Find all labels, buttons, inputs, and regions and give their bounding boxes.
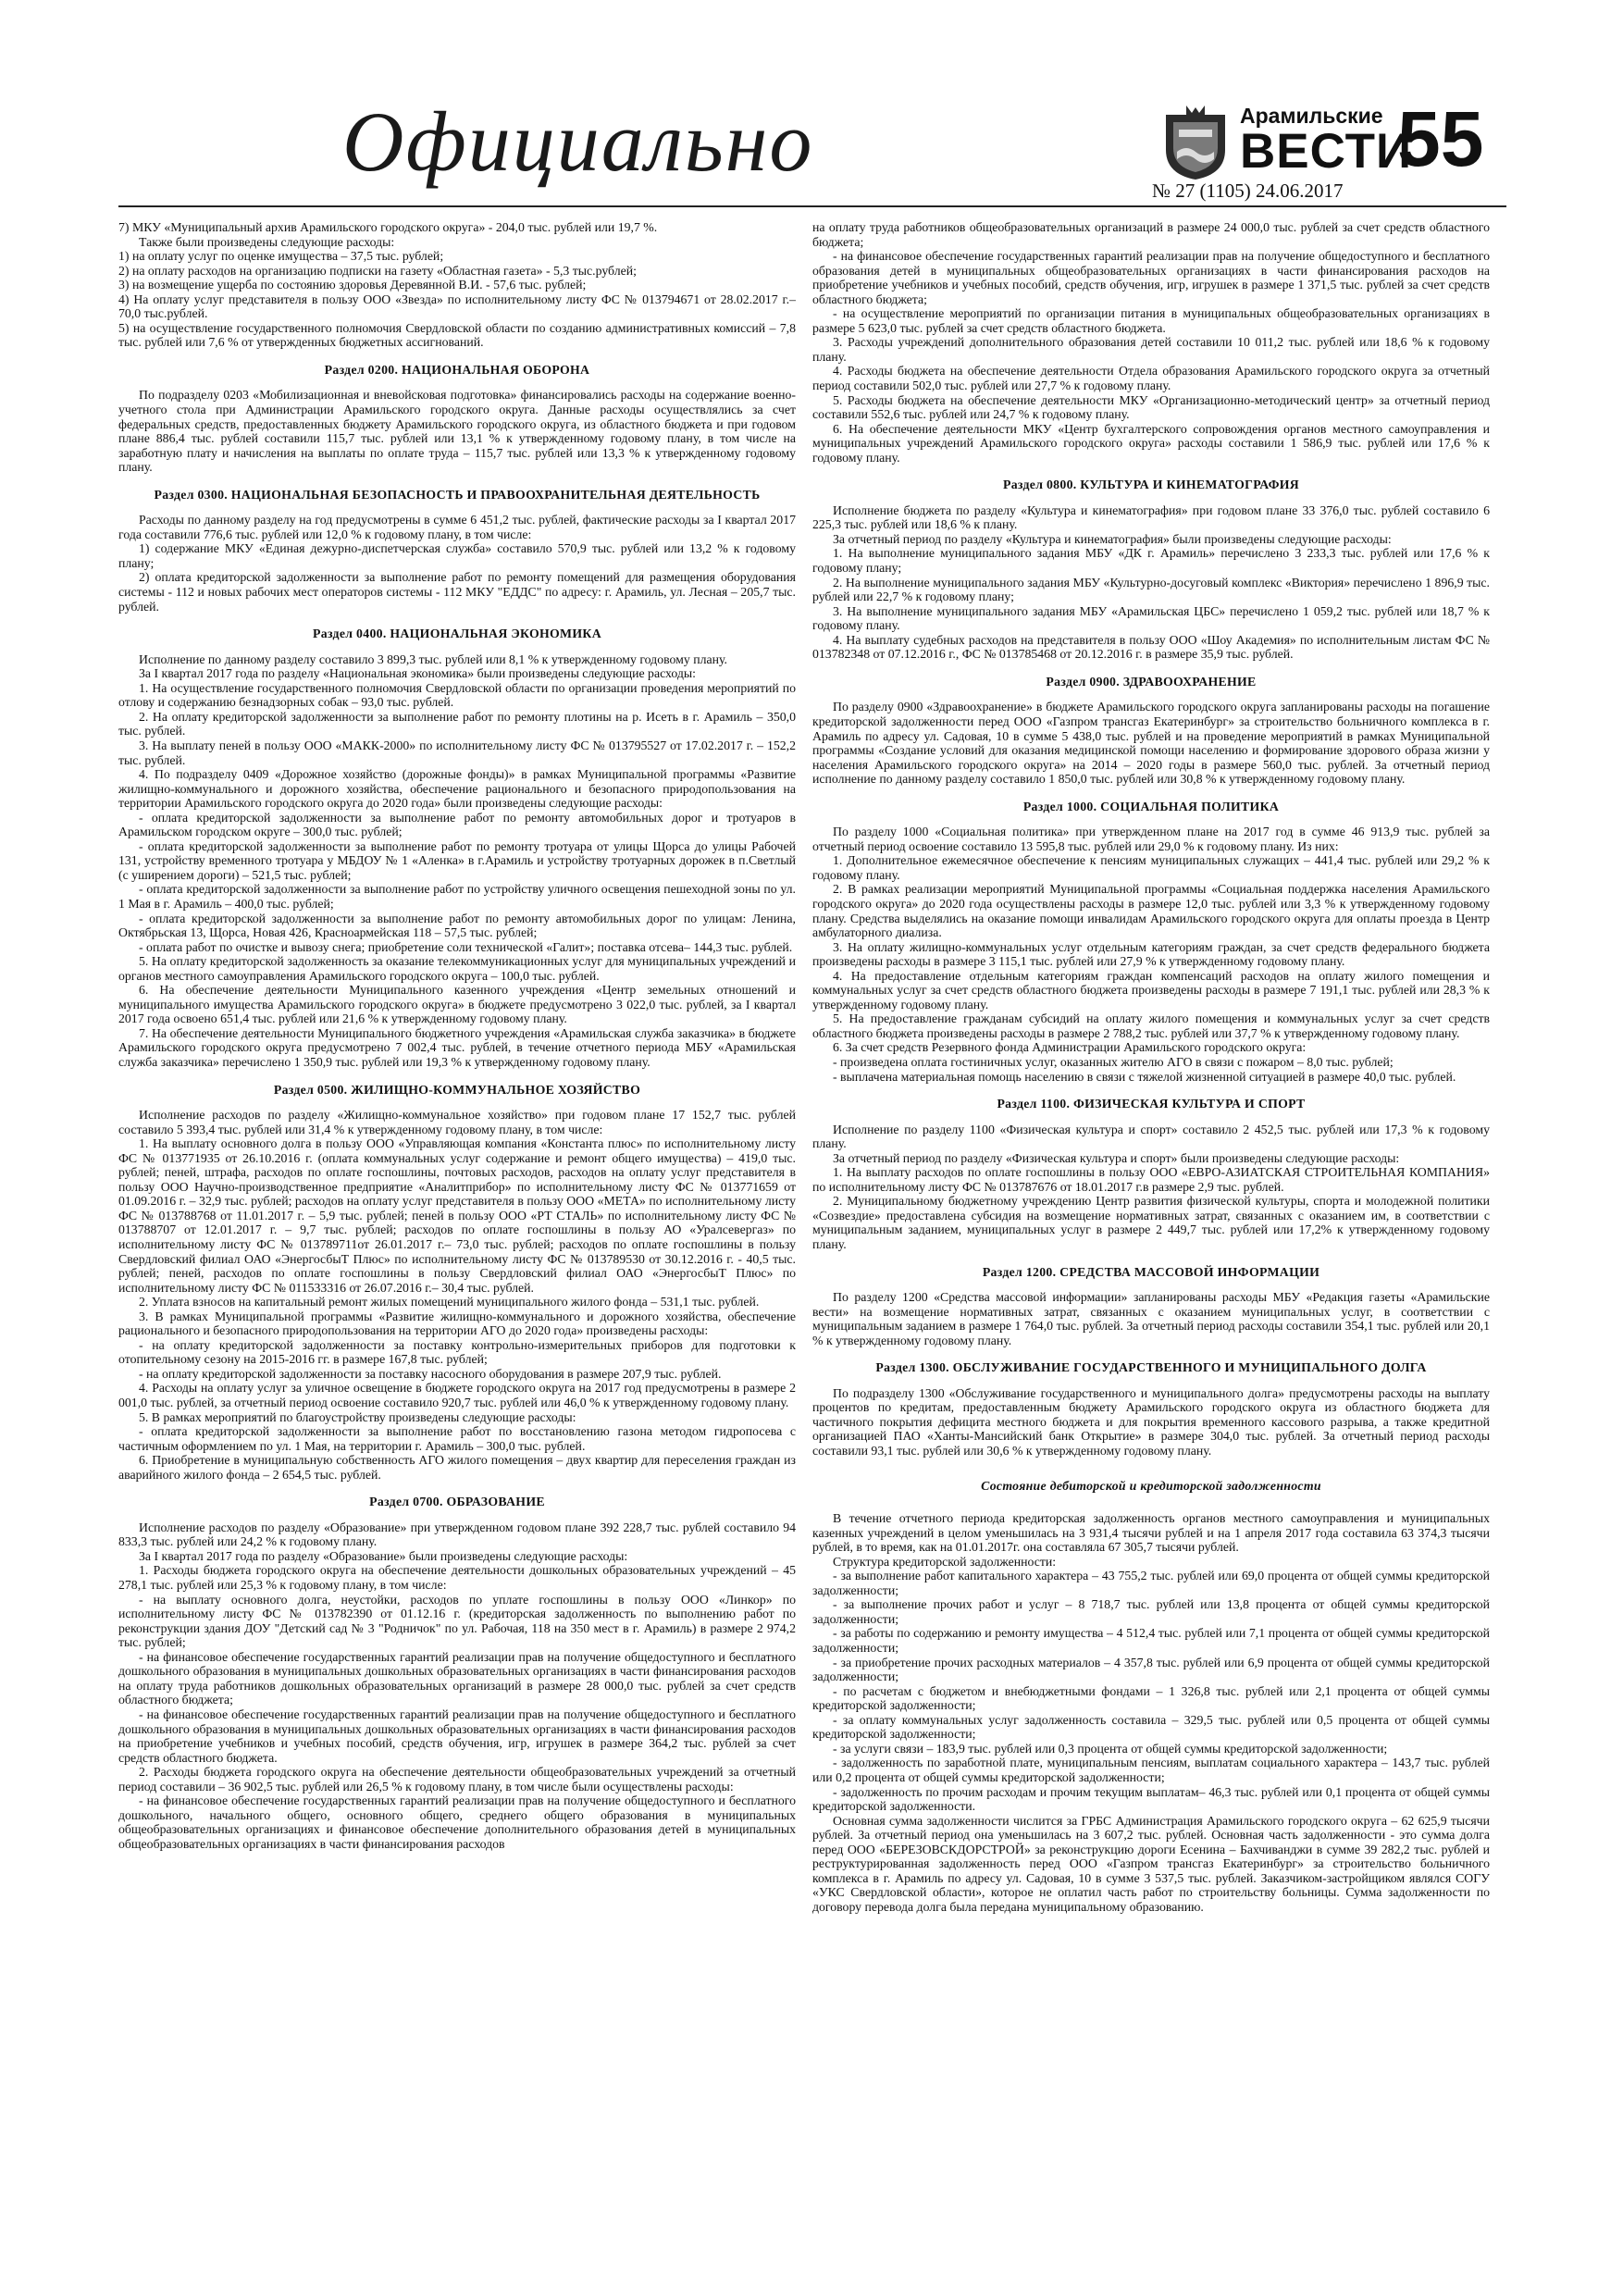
body-paragraph: 6. На обеспечение деятельности МКУ «Центр бухгалтерского сопровождения органов местного самоуправления и муниципальных учреждений Арамильского городского округа» расходы составили 1 586,9 тыс. рублей или 17,6 % к годовому плану. bbox=[812, 421, 1490, 465]
body-paragraph: 1. Расходы бюджета городского округа на обеспечение деятельности дошкольных образовательных учреждений – 45 278,1 тыс. рублей или 25,3 % к годовому плану, в том числе: bbox=[118, 1563, 796, 1593]
body-paragraph: - на финансовое обеспечение государственных гарантий реализации прав на получение общедоступного и бесплатного дошкольного, начального общего, основного общего, среднего общего образования в муниципальных общеобразовательных организациях и финансовое обеспечение дополнительного образования детей в муниципальных общеобразовательных организациях в части финансирования расходов bbox=[118, 1793, 796, 1851]
body-paragraph: 2. На выполнение муниципального задания МБУ «Культурно-досуговый комплекс «Виктория» перечислено 1 896,9 тыс. рублей или 22,7 % к годовому плану; bbox=[812, 575, 1490, 604]
body-paragraph: 1) на оплату услуг по оценке имущества – 37,5 тыс. рублей; bbox=[118, 249, 444, 264]
body-paragraph: 6. За счет средств Резервного фонда Администрации Арамильского городского округа: bbox=[833, 1040, 1307, 1055]
section-heading: Раздел 1200. СРЕДСТВА МАССОВОЙ ИНФОРМАЦИИ bbox=[982, 1264, 1320, 1279]
section-heading: Раздел 0800. КУЛЬТУРА И КИНЕМАТОГРАФИЯ bbox=[1002, 478, 1300, 492]
body-paragraph: 4) На оплату услуг представителя в пользу ООО «Звезда» по исполнительному листу ФС № 013794671 от 28.02.2017 г.– 70,0 тыс.рублей. bbox=[118, 292, 796, 321]
page-number: 55 bbox=[1397, 95, 1484, 182]
section-heading: Раздел 1100. ФИЗИЧЕСКАЯ КУЛЬТУРА И СПОРТ bbox=[997, 1097, 1306, 1111]
section-heading: Раздел 0200. НАЦИОНАЛЬНАЯ ОБОРОНА bbox=[324, 362, 590, 377]
body-paragraph: 2. Расходы бюджета городского округа на обеспечение деятельности общеобразовательных учреждений за отчетный период составили – 36 902,5 тыс. рублей или 26,5 % к годовому плану, в том числе были осуществлены расходы: bbox=[118, 1765, 796, 1793]
body-paragraph: По подразделу 1300 «Обслуживание государственного и муниципального долга» предусмотрены расходы на выплату процентов по кредитам, предоставленным бюджету Арамильского городского округа из областного бюджета для частичного покрытия дефицита местного бюджета и для покрытия временного кассового разрыва, а также кредитной организацией ПАО «Ханты-Мансийский банк Открытие» в размере 304,0 тыс. рублей. За отчетный период расходы составили 93,1 тыс. рублей или 30,6 % к утвержденному годовому плану. bbox=[812, 1385, 1490, 1458]
body-paragraph: Расходы по данному разделу на год предусмотрены в сумме 6 451,2 тыс. рублей, фактические расходы за I квартал 2017 года составили 776,6 тыс. рублей или 12,0 % к годовому плану, в том числе: bbox=[118, 513, 796, 541]
section-heading: Раздел 0400. НАЦИОНАЛЬНАЯ ЭКОНОМИКА bbox=[313, 627, 601, 641]
body-paragraph: - задолженность по прочим расходам и прочим текущим выплатам– 46,3 тыс. рублей или 0,1 процента от общей суммы кредиторской задолженности. bbox=[812, 1784, 1490, 1814]
body-paragraph: - за услуги связи – 183,9 тыс. рублей или 0,3 процента от общей суммы кредиторской задолженности; bbox=[833, 1741, 1388, 1756]
body-paragraph: Структура кредиторской задолженности: bbox=[833, 1554, 1057, 1569]
section-heading: Раздел 0900. ЗДРАВООХРАНЕНИЕ bbox=[1046, 674, 1257, 689]
section-heading: Раздел 0300. НАЦИОНАЛЬНАЯ БЕЗОПАСНОСТЬ И ПРАВООХРАНИТЕЛЬНАЯ ДЕЯТЕЛЬНОСТЬ bbox=[154, 487, 761, 502]
body-paragraph: - на оплату кредиторской задолженности за поставку контрольно-измерительных приборов для подготовки к отопительному сезону на 2015-2016 гг. в размере 167,8 тыс. рублей; bbox=[118, 1337, 796, 1367]
body-paragraph: 5. Расходы бюджета на обеспечение деятельности МКУ «Организационно-методический центр» за отчетный период составили 552,6 тыс. рублей или 24,7 % к годовому плану. bbox=[812, 392, 1490, 422]
body-paragraph: По разделу 0900 «Здравоохранение» в бюджете Арамильского городского округа запланированы расходы на погашение кредиторской задолженности перед ООО «Газпром трансгаз Екатеринбург» за строительство больничного комплекса в г. Арамиль по адресу ул. Садовая, 10 в сумме 5 438,0 тыс. рублей и на проведение мероприятий в рамках Муниципальной программы «Создание условий для оказания медицинской помощи населению и формирование здорового образа жизни у населения Арамильского городского округа» на 2014 – 2020 годы в размере 560,0 тыс. рублей. За отчетный период исполнение по данному разделу составило 1 850,0 тыс. рублей или 30,8 % к утвержденному годовому плану. bbox=[812, 700, 1490, 787]
body-paragraph: 1. На выплату основного долга в пользу ООО «Управляющая компания «Константа плюс» по исполнительному листу ФС № 013771935 от 26.10.2016 г. (оплата коммунальных услуг содержание и ремонт общего имущества) – 419,0 тыс. рублей; пеней, штрафа, расходов по оплате госпошлины, почтовых расходов, расходов на оплату услуг представителя в пользу ООО Научно-производственное предприятие «Аналитприбор» по исполнительному листу ФС № 013771659 от 01.09.2016 г. – 32,9 тыс. рублей; расходов на оплату услуг представителя в пользу ООО «МЕТА» по исполнительному листу ФС № 013788768 от 11.01.2017 г. – 5,9 тыс. рублей; пеней в пользу ООО «РТ СТАЛЬ» по исполнительному листу ФС № 013788707 от 12.01.2017 г. – 9,7 тыс. рублей; расходов по оплате госпошлины в пользу АО «Уралсевергаз» по исполнительному листу ФС № 013789711от 26.01.2017 г.– 73,0 тыс. рублей; расходов по оплате госпошлины в пользу Свердловский филиал ОАО «ЭнергосбыТ Плюс» по исполнительному листу ФС № 013789530 от 30.12.2016 г. - 40,5 тыс. рублей; пеней, расходов по оплате госпошлины в пользу Свердловский филиал ОАО «ЭнергосбыТ Плюс» по исполнительному листу ФС № 011533316 от 26.07.2016 г.– 30,4 тыс. рублей. bbox=[118, 1136, 796, 1295]
coat-of-arms-logo bbox=[1158, 104, 1233, 181]
body-paragraph: - оплата кредиторской задолженности за выполнение работ по восстановлению газона методом гидропосева с частичным оформлением по ул. 1 Мая, на территории г. Арамиль – 300,0 тыс. рублей. bbox=[118, 1424, 796, 1453]
body-paragraph: - на финансовое обеспечение государственных гарантий реализации прав на получение общедоступного и бесплатного образования детей в муниципальных общеобразовательных организациях в части финансирования расходов на приобретение учебников и учебных пособий, средств обучения, игр, игрушек в размере 1 371,5 тыс. рублей за счет средств областного бюджета; bbox=[812, 249, 1490, 306]
section-heading: Раздел 0500. ЖИЛИЩНО-КОММУНАЛЬНОЕ ХОЗЯЙСТВО bbox=[273, 1082, 641, 1097]
body-paragraph: Исполнение расходов по разделу «Жилищно-коммунальное хозяйство» при годовом плане 17 152,7 тыс. рублей составило 5 393,4 тыс. рублей или 31,4 % к утвержденному годовому плану, в том числе: bbox=[118, 1108, 796, 1136]
issue-info: № 27 (1105) 24.06.2017 bbox=[1152, 180, 1344, 202]
right-column bbox=[812, 220, 1490, 2256]
body-paragraph: на оплату труда работников общеобразовательных организаций в размере 24 000,0 тыс. рублей за счет средств областного бюджета; bbox=[812, 220, 1490, 249]
body-paragraph: 2. На оплату кредиторской задолженности за выполнение работ по ремонту плотины на р. Исеть в г. Арамиль – 350,0 тыс. рублей. bbox=[118, 709, 796, 738]
page-header bbox=[0, 0, 1623, 213]
body-paragraph: За I квартал 2017 года по разделу «Национальная экономика» были произведены следующие расходы: bbox=[139, 666, 697, 681]
body-paragraph: По подразделу 0203 «Мобилизационная и вневойсковая подготовка» финансировались расходы на содержание военно-учетного стола при Администрации Арамильского городского округа. Данные расходы осуществлялись за счет федеральных средств, предоставленных бюджету Арамильского городского округа, из областного бюджета и при годовом плане 886,4 тыс. рублей составили 115,7 тыс. рублей или 13,1 % к утвержденному годовому плану, в том числе на заработную плату и начисления на выплаты по оплате труда – 115,7 тыс. рублей или 13,3 % к утвержденному годовому плану. bbox=[118, 388, 796, 475]
body-paragraph: 2. Уплата взносов на капитальный ремонт жилых помещений муниципального жилого фонда – 531,1 тыс. рублей. bbox=[139, 1295, 760, 1309]
body-paragraph: За отчетный период по разделу «Культура и кинематография» были произведены следующие расходы: bbox=[833, 531, 1392, 546]
newspaper-brand bbox=[1240, 104, 1413, 179]
body-paragraph: - за работы по содержанию и ремонту имущества – 4 512,4 тыс. рублей или 7,1 процента от общей суммы кредиторской задолженности; bbox=[812, 1626, 1490, 1656]
body-paragraph: - оплата кредиторской задолженности за выполнение работ по ремонту автомобильных дорог по улицам: Ленина, Октябрьская 13, Щорса, Новая 426, Красноармейская 118 – 57,5 тыс. рублей; bbox=[118, 911, 796, 940]
section-heading: Раздел 1300. ОБСЛУЖИВАНИЕ ГОСУДАРСТВЕННОГО И МУНИЦИПАЛЬНОГО ДОЛГА bbox=[875, 1360, 1427, 1375]
body-paragraph: За отчетный период по разделу «Физическая культура и спорт» были произведены следующие расходы: bbox=[833, 1150, 1400, 1165]
body-paragraph: - выплачена материальная помощь населению в связи с тяжелой жизненной ситуацией в размере 40,0 тыс. рублей. bbox=[833, 1069, 1456, 1084]
body-paragraph: - оплата кредиторской задолженности за выполнение работ по ремонту тротуара от улицы Щорса до улицы Рабочей 131, устройству временного тротуара у МБДОУ № 1 «Аленка» в г.Арамиль и устройству тротуарных дорожек в п.Светлый (с уширением дороги) – 521,5 тыс. рублей; bbox=[118, 838, 796, 882]
body-paragraph: - задолженность по заработной плате, муниципальным пенсиям, выплатам социального характера – 143,7 тыс. рублей или 0,2 процента от общей суммы кредиторской задолженности; bbox=[812, 1756, 1490, 1784]
body-paragraph: - за выполнение прочих работ и услуг – 8 718,7 тыс. рублей или 13,8 процента от общей суммы кредиторской задолженности; bbox=[812, 1597, 1490, 1626]
body-paragraph: - за приобретение прочих расходных материалов – 4 357,8 тыс. рублей или 6,9 процента от общей суммы кредиторской задолженности; bbox=[812, 1655, 1490, 1684]
section-heading: Состояние дебиторской и кредиторской задолженности bbox=[981, 1478, 1321, 1493]
body-paragraph: 7. На обеспечение деятельности Муниципального бюджетного учреждения «Арамильская служба заказчика» в бюджете Арамильского городского округа предусмотрено 7 002,4 тыс. рублей, в течение отчетного периода МБУ «Арамильская служба заказчика» перечислено 1 350,9 тыс. рублей или 19,3 % к утвержденному годовому плану. bbox=[118, 1025, 796, 1069]
body-paragraph: - за выполнение работ капитального характера – 43 755,2 тыс. рублей или 69,0 процента от общей суммы кредиторской задолженности; bbox=[812, 1569, 1490, 1597]
body-paragraph: 3. На выполнение муниципального задания МБУ «Арамильская ЦБС» перечислено 1 059,2 тыс. рублей или 18,7 % к годовому плану. bbox=[812, 603, 1490, 633]
body-paragraph: 7) МКУ «Муниципальный архив Арамильского городского округа» - 204,0 тыс. рублей или 19,7 %. bbox=[118, 220, 658, 234]
body-paragraph: По разделу 1000 «Социальная политика» при утвержденном плане на 2017 год в сумме 46 913,9 тыс. рублей за отчетный период освоение составило 13 595,8 тыс. рублей или 29,0 % к годовому плану. Из них: bbox=[812, 825, 1490, 853]
body-paragraph: - на финансовое обеспечение государственных гарантий реализации прав на получение общедоступного и бесплатного дошкольного образования в муниципальных дошкольных образовательных организациях в части финансирования расходов на оплату труда работников дошкольных образовательных организаций в размере 28 000,0 тыс. рублей за счет средств областного бюджета; bbox=[118, 1649, 796, 1707]
left-column bbox=[118, 220, 796, 2256]
body-paragraph: - на осуществление мероприятий по организации питания в муниципальных общеобразовательных организациях в размере 5 623,0 тыс. рублей за счет средств областного бюджета. bbox=[812, 306, 1490, 335]
body-paragraph: - по расчетам с бюджетом и внебюджетными фондами – 1 326,8 тыс. рублей или 2,1 процента от общей суммы кредиторской задолженности; bbox=[812, 1683, 1490, 1713]
header-rule bbox=[118, 205, 1506, 207]
body-paragraph: - произведена оплата гостиничных услуг, оказанных жителю АГО в связи с пожаром – 8,0 тыс. рублей; bbox=[833, 1054, 1394, 1069]
body-paragraph: 5. В рамках мероприятий по благоустройству произведены следующие расходы: bbox=[139, 1409, 576, 1424]
body-paragraph: Исполнение расходов по разделу «Образование» при утвержденном годовом плане 392 228,7 тыс. рублей составило 94 833,3 тыс. рублей или 24,2 % к годовому плану. bbox=[118, 1520, 796, 1549]
body-paragraph: За I квартал 2017 года по разделу «Образование» были произведены следующие расходы: bbox=[139, 1548, 628, 1563]
body-paragraph: 1. На выплату расходов по оплате госпошлины в пользу ООО «ЕВРО-АЗИАТСКАЯ СТРОИТЕЛЬНАЯ КОМПАНИЯ» по исполнительному листу ФС № 013787676 от 18.01.2017 г.в размере 2,9 тыс. рублей. bbox=[812, 1165, 1490, 1194]
body-paragraph: 5. На оплату кредиторской задолженность за оказание телекоммуникационных услуг для муниципальных учреждений и органов местного самоуправления Арамильского городского округа – 100,0 тыс. рублей. bbox=[118, 954, 796, 983]
body-paragraph: 2. В рамках реализации мероприятий Муниципальной программы «Социальная поддержка населения Арамильского городского округа» до 2020 года осуществлены расходы в размере 12,0 тыс. рублей или 3,3 % к утвержденному годовому плану. Средства выделялись на оказание помощи инвалидам Арамильского городского округа для оплаты проезда в Центр амбулаторного диализа. bbox=[812, 882, 1490, 940]
body-paragraph: - на выплату основного долга, неустойки, расходов по уплате госпошлины в пользу ООО «Линкор» по исполнительному листу ФС № 013782390 от 01.12.16 г. (кредиторская задолженность по выполнению работ по реконструкции здания ДОУ "Детский сад № 3 "Родничок" по ул. Рабочая, 118 на 350 мест в г. Арамиль) в размере 2 974,2 тыс. рублей; bbox=[118, 1592, 796, 1650]
body-paragraph: - на оплату кредиторской задолженности за поставку насосного оборудования в размере 207,9 тыс. рублей. bbox=[139, 1366, 722, 1381]
body-paragraph: 5. На предоставление гражданам субсидий на оплату жилого помещения и коммунальных услуг за счет средств областного бюджета произведены расходы в размере 2 788,2 тыс. рублей или 37,7 % к утвержденному годовому плану. bbox=[812, 1011, 1490, 1040]
body-paragraph: 2) на оплату расходов на организацию подписки на газету «Областная газета» - 5,3 тыс.рублей; bbox=[118, 263, 637, 278]
body-paragraph: 4. На предоставление отдельным категориям граждан компенсаций расходов на оплату жилого помещения и коммунальных услуг за счет средств областного бюджета произведены расходы в размере 7 191,1 тыс. рублей или 28,3 % к утвержденному годовому плану. bbox=[812, 968, 1490, 1011]
brand-name-main: ВЕСТИ bbox=[1240, 124, 1413, 179]
body-paragraph: - оплата кредиторской задолженности за выполнение работ по устройству уличного освещения пешеходной зоны по ул. 1 Мая в г. Арамиль – 400,0 тыс. рублей; bbox=[118, 882, 796, 911]
body-paragraph: 5) на осуществление государственного полномочия Свердловской области по созданию административных комиссий – 7,8 тыс. рублей или 7,6 % от утвержденных бюджетных ассигнований. bbox=[118, 320, 796, 350]
body-paragraph: 4. Расходы бюджета на обеспечение деятельности Отдела образования Арамильского городского округа за отчетный период составили 502,0 тыс. рублей или 27,7 % к годовому плану. bbox=[812, 364, 1490, 393]
body-paragraph: Исполнение по разделу 1100 «Физическая культура и спорт» составило 2 452,5 тыс. рублей или 17,3 % к годовому плану. bbox=[812, 1122, 1490, 1151]
body-paragraph: 6. На обеспечение деятельности Муниципального казенного учреждения «Центр земельных отношений и муниципального имущества Арамильского городского округа» в бюджете предусмотрено 3 022,0 тыс. рублей, за I квартал 2017 года освоено 651,4 тыс. рублей или 21,6 % к утвержденному годовому плану. bbox=[118, 983, 796, 1026]
body-paragraph: 4. По подразделу 0409 «Дорожное хозяйство (дорожные фонды)» в рамках Муниципальной программы «Развитие жилищно-коммунального и дорожного хозяйства, обеспечение рационального и безопасного природопользования на территории Арамильского городского округа до 2020 года» были произведены следующие расходы: bbox=[118, 767, 796, 811]
body-paragraph: 3. Расходы учреждений дополнительного образования детей составили 10 011,2 тыс. рублей или 18,6 % к годовому плану. bbox=[812, 335, 1490, 364]
body-paragraph: 1. На осуществление государственного полномочия Свердловской области по организации проведения мероприятий по отлову и содержанию безнадзорных собак – 93,0 тыс. рублей. bbox=[118, 680, 796, 710]
body-paragraph: 1. На выполнение муниципального задания МБУ «ДК г. Арамиль» перечислено 3 233,3 тыс. рублей или 17,6 % к годовому плану; bbox=[812, 546, 1490, 576]
body-paragraph: Исполнение по данному разделу составило 3 899,3 тыс. рублей или 8,1 % к утвержденному годовому плану. bbox=[139, 652, 727, 666]
body-paragraph: - на финансовое обеспечение государственных гарантий реализации прав на получение общедоступного и бесплатного дошкольного образования в муниципальных дошкольных образовательных организациях в части финансирования расходов на приобретение учебников и учебных пособий, средств обучения, игр, игрушек в размере 364,2 тыс. рублей за счет средств областного бюджета. bbox=[118, 1706, 796, 1765]
body-paragraph: 3) на возмещение ущерба по состоянию здоровья Деревянной В.И. - 57,6 тыс. рублей; bbox=[118, 278, 587, 292]
section-title: Официально bbox=[342, 94, 814, 189]
body-paragraph: 4. Расходы на оплату услуг за уличное освещение в бюджете городского округа на 2017 год предусмотрены в размере 2 001,0 тыс. рублей, за отчетный период освоение составило 920,7 тыс. рублей или 46,0 % к утвержденному годовому плану. bbox=[118, 1381, 796, 1410]
section-heading: Раздел 0700. ОБРАЗОВАНИЕ bbox=[369, 1495, 545, 1509]
body-paragraph: 2) оплата кредиторской задолженности за выполнение работ по ремонту помещений для размещения оборудования системы - 112 и новых рабочих мест операторов системы - 112 МКУ "ЕДДС" по адресу: г. Арамиль, ул. Лесная – 205,7 тыс. рублей. bbox=[118, 570, 796, 614]
body-paragraph: 3. В рамках Муниципальной программы «Развитие жилищно-коммунального и дорожного хозяйства, обеспечение рационального и безопасного природопользования на территории АГО до 2020 года» произведены расходы: bbox=[118, 1309, 796, 1338]
body-paragraph: 4. На выплату судебных расходов на представителя в пользу ООО «Шоу Академия» по исполнительным листам ФС № 013782348 от 07.12.2016 г., ФС № 013785468 от 20.12.2016 г. в размере 35,9 тыс. рублей. bbox=[812, 632, 1490, 662]
body-paragraph: По разделу 1200 «Средства массовой информации» запланированы расходы МБУ «Редакция газеты «Арамильские вести» на возмещение нормативных затрат, связанных с оказанием муниципальных услуг, в соответствии с муниципальным заданием в размере 1 764,0 тыс. рублей. За отчетный период расходы составили 354,1 тыс. рублей или 20,1 % к утвержденному годовому плану. bbox=[812, 1290, 1490, 1347]
brand-name-top: Арамильские bbox=[1240, 104, 1383, 128]
body-paragraph: 1) содержание МКУ «Единая дежурно-диспетчерская служба» составило 570,9 тыс. рублей или 13,2 % к годовому плану; bbox=[118, 541, 796, 570]
body-paragraph: - оплата работ по очистке и вывозу снега; приобретение соли технической «Галит»; поставка отсева– 144,3 тыс. рублей. bbox=[139, 939, 793, 954]
body-paragraph: Также были произведены следующие расходы: bbox=[139, 234, 395, 249]
body-paragraph: 3. На оплату жилищно-коммунальных услуг отдельным категориям граждан, за счет средств федерального бюджета произведены расходы в размере 3 115,1 тыс. рублей или 27,9 % к утвержденному годовому плану. bbox=[812, 939, 1490, 969]
body-paragraph: 1. Дополнительное ежемесячное обеспечение к пенсиям муниципальных служащих – 441,4 тыс. рублей или 29,2 % к годовому плану. bbox=[812, 853, 1490, 882]
section-heading: Раздел 1000. СОЦИАЛЬНАЯ ПОЛИТИКА bbox=[1022, 799, 1280, 813]
body-paragraph: 3. На выплату пеней в пользу ООО «МАКК-2000» по исполнительному листу ФС № 013795527 от 17.02.2017 г. – 152,2 тыс. рублей. bbox=[118, 738, 796, 767]
body-paragraph: - оплата кредиторской задолженности за выполнение работ по ремонту автомобильных дорог и тротуаров в Арамильском городском округе – 300,0 тыс. рублей; bbox=[118, 810, 796, 839]
body-paragraph: Основная сумма задолженности числится за ГРБС Администрация Арамильского городского округа – 62 625,9 тысячи рублей. За отчетный период она уменьшилась на 3 607,2 тыс. рублей. Основная часть задолженности - это сумма долга перед ООО «БЕРЕЗОВСКДОРСТРОЙ» за реконструкцию дороги Есенина – Бахчиванджи в сумме 39 282,2 тыс. рублей и реструктурированная задолженность перед ООО «Газпром трансгаз Екатеринбург» за строительство больничного комплекса в г. Арамиль по адресу ул. Садовая, 10 в сумме 3 537,5 тыс. рублей. Заказчиком-застройщиком являлся СОГУ «УКС Свердловской области», которое не оплатил часть работ по строительству больницы. Сумма задолженности по договору перевода долга была передана муниципальному образованию. bbox=[812, 1813, 1490, 1914]
body-paragraph: 6. Приобретение в муниципальную собственность АГО жилого помещения – двух квартир для переселения граждан из аварийного жилого фонда – 2 654,5 тыс. рублей. bbox=[118, 1453, 796, 1482]
body-paragraph: 2. Муниципальному бюджетному учреждению Центр развития физической культуры, спорта и молодежной политики «Созвездие» предоставлена субсидия на возмещение нормативных затрат, связанных с оказанием им, в соответствии с муниципальным заданием, муниципальных услуг в размере 2 449,7 тыс. рублей или 17,2% к утвержденному годовому плану. bbox=[812, 1194, 1490, 1251]
body-paragraph: В течение отчетного периода кредиторская задолженность органов местного самоуправления и муниципальных казенных учреждений в целом уменьшилась на 3 931,4 тысячи рублей и на 1 апреля 2017 года составила 63 374,3 тысячи рублей, в то время, как на 01.01.2017г. она составляла 67 305,7 тысячи рублей. bbox=[812, 1511, 1490, 1555]
body-paragraph: Исполнение бюджета по разделу «Культура и кинематография» при годовом плане 33 376,0 тыс. рублей составило 6 225,3 тыс. рублей или 18,6 % к плану. bbox=[812, 503, 1490, 532]
body-paragraph: - за оплату коммунальных услуг задолженность составила – 329,5 тыс. рублей или 0,5 процента от общей суммы кредиторской задолженности; bbox=[812, 1712, 1490, 1742]
